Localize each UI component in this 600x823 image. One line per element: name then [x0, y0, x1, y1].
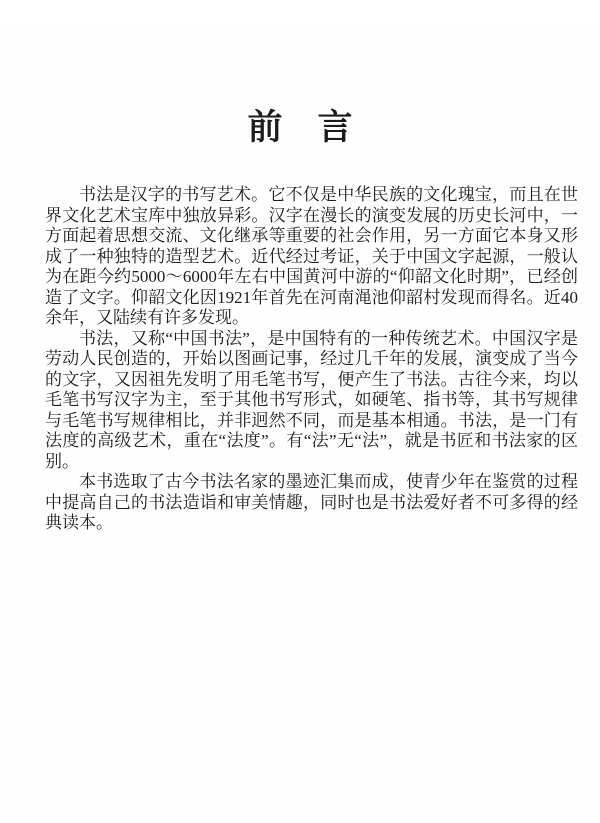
page-title: 前 言	[247, 108, 353, 148]
paragraph	[45, 185, 578, 329]
text-line: 书法是汉字的书写艺术。它不仅是中华民族的文化瑰宝，而且在世	[79, 185, 578, 205]
document-page	[0, 23, 600, 823]
text-line: 毛笔书写汉字为主，至于其他书写形式，如硬笔、指书等，其书写规律	[45, 390, 578, 410]
text-line: 典读本。	[45, 513, 113, 533]
text-line: 造了文字。仰韶文化因1921年首先在河南渑池仰韶村发现而得名。近40	[45, 287, 578, 307]
text-line: 成了一种独特的造型艺术。近代经过考证，关于中国文字起源，一般认	[45, 246, 578, 266]
text-line: 与毛笔书写规律相比，并非迥然不同，而是基本相通。书法，是一门有	[45, 410, 578, 430]
text-line: 为在距今约5000～6000年左右中国黄河中游的“仰韶文化时期”，已经创	[45, 267, 578, 287]
text-line: 余年，又陆续有许多发现。	[45, 308, 249, 328]
text-line: 方面起着思想交流、文化继承等重要的社会作用，另一方面它本身又形	[45, 226, 578, 246]
text-line: 界文化艺术宝库中独放异彩。汉字在漫长的演变发展的历史长河中，一	[45, 205, 578, 225]
text-line: 中提高自己的书法造诣和审美情趣，同时也是书法爱好者不可多得的经	[45, 492, 578, 512]
text-line: 书法，又称“中国书法”，是中国特有的一种传统艺术。中国汉字是	[79, 328, 578, 348]
text-line: 劳动人民创造的，开始以图画记事，经过几千年的发展，演变成了当今	[45, 349, 578, 369]
text-line: 本书选取了古今书法名家的墨迹汇集而成，使青少年在鉴赏的过程	[79, 472, 578, 492]
paragraph	[45, 472, 578, 534]
text-line: 的文字，又因祖先发明了用毛笔书写，便产生了书法。古往今来，均以	[45, 369, 578, 389]
document-content	[45, 185, 578, 534]
text-line: 别。	[45, 451, 79, 471]
paragraph	[45, 329, 578, 473]
text-line: 法度的高级艺术，重在“法度”。有“法”无“法”，就是书匠和书法家的区	[45, 431, 578, 451]
